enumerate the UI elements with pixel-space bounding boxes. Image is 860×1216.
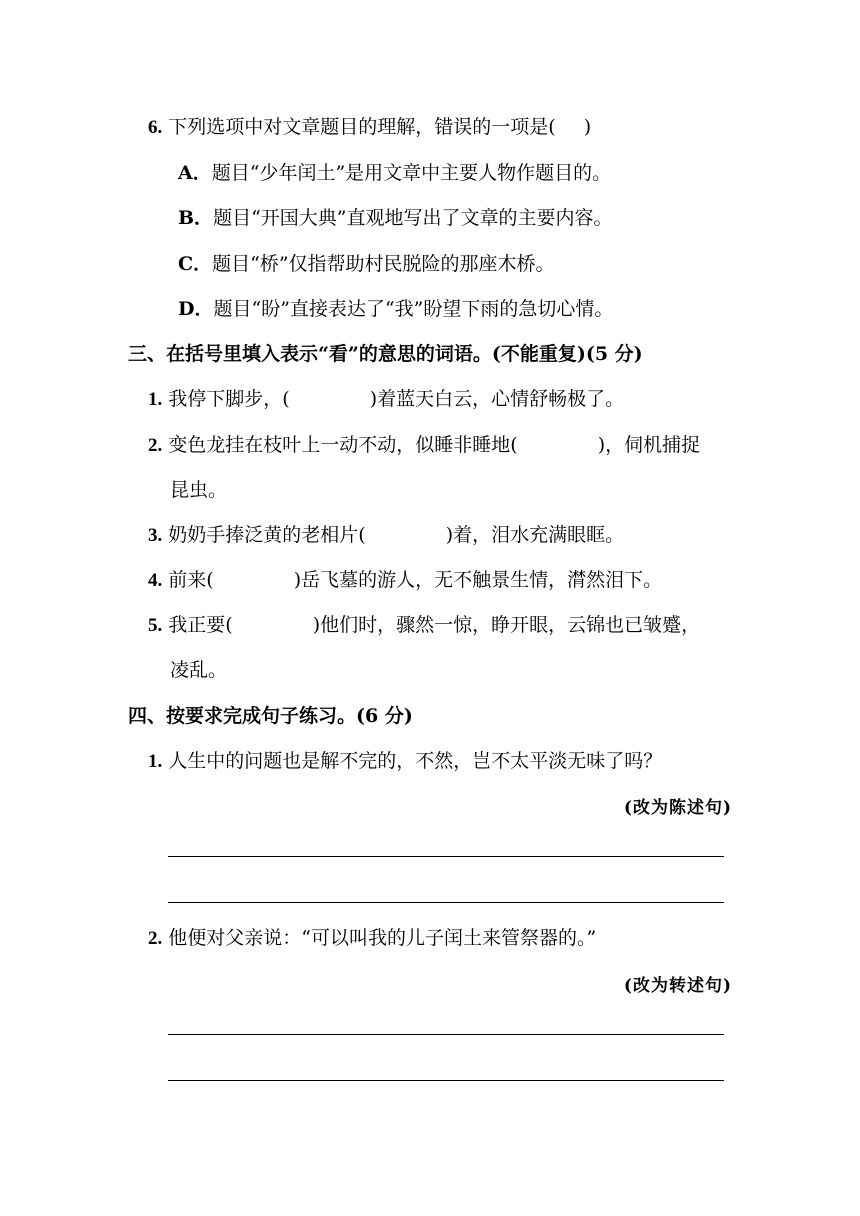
answer-line[interactable] (168, 1080, 724, 1081)
option-a[interactable] (178, 160, 611, 186)
item-text-after: )他们时，骤然一惊，睁开眼，云锦也已皱蹙， (312, 614, 701, 636)
option-text: 题目“开国大典”直观地写出了文章的主要内容。 (213, 207, 613, 229)
section-3-item-5-continuation: 凌乱。 (170, 659, 228, 681)
question-6-stem (148, 114, 591, 141)
section-3-title: 三、在括号里填入表示“看”的意思的词语。(不能重复)(5 分) (128, 343, 643, 365)
section-4-title: 四、按要求完成句子练习。(6 分) (128, 705, 413, 727)
option-b[interactable] (178, 205, 613, 231)
section-4-item-2 (148, 925, 596, 952)
option-d[interactable] (178, 296, 613, 322)
answer-line[interactable] (168, 856, 724, 857)
answer-line[interactable] (168, 1034, 724, 1035)
item-text-before: 我正要( (168, 614, 233, 636)
option-text: 题目“少年闰土”是用文章中主要人物作题目的。 (211, 162, 612, 184)
question-number: 6. (148, 117, 163, 138)
item-text-after: )着蓝天白云，心情舒畅极了。 (369, 388, 625, 410)
section-3-item-2-continuation: 昆虫。 (170, 479, 228, 501)
option-letter: C． (178, 253, 213, 275)
item-number: 2. (148, 435, 163, 456)
item-number: 4. (148, 570, 163, 591)
section-3-item-3 (148, 522, 624, 549)
item-text-before: 前来( (168, 569, 214, 591)
section-4-item-1 (148, 748, 662, 775)
option-c[interactable] (178, 251, 555, 277)
answer-line[interactable] (168, 902, 724, 903)
item-number: 3. (148, 525, 163, 546)
item-text: 他便对父亲说：“可以叫我的儿子闰土来管祭器的。” (168, 927, 597, 949)
item-text-before: 奶奶手捧泛黄的老相片( (168, 524, 366, 546)
item-text-after: )，伺机捕捉 (597, 434, 701, 456)
option-text: 题目“盼”直接表达了“我”盼望下雨的急切心情。 (213, 298, 614, 320)
item-number: 5. (148, 615, 163, 636)
section-3-item-1 (148, 386, 624, 413)
section-3-item-5 (148, 612, 700, 639)
instruction-note: (改为陈述句) (623, 798, 732, 818)
item-text-after: )着，泪水充满眼眶。 (445, 524, 625, 546)
item-text: 人生中的问题也是解不完的，不然，岂不太平淡无味了吗？ (168, 750, 663, 772)
item-number: 2. (148, 928, 163, 949)
option-letter: A． (178, 162, 212, 184)
question-text: 下列选项中对文章题目的理解，错误的一项是( (168, 116, 556, 138)
item-text-before: 变色龙挂在枝叶上一动不动，似睡非睡地( (168, 434, 518, 456)
item-text-after: )岳飞墓的游人，无不触景生情，潸然泪下。 (293, 569, 663, 591)
item-number: 1. (148, 751, 163, 772)
section-3-item-4 (148, 567, 662, 594)
option-letter: D． (178, 298, 214, 320)
section-3-item-2 (148, 432, 700, 459)
question-text-end: ) (583, 116, 592, 138)
item-text-before: 我停下脚步，( (168, 388, 290, 410)
instruction-note: (改为转述句) (623, 976, 732, 996)
item-number: 1. (148, 389, 163, 410)
option-letter: B． (178, 207, 214, 229)
option-text: 题目“桥”仅指帮助村民脱险的那座木桥。 (212, 253, 555, 275)
